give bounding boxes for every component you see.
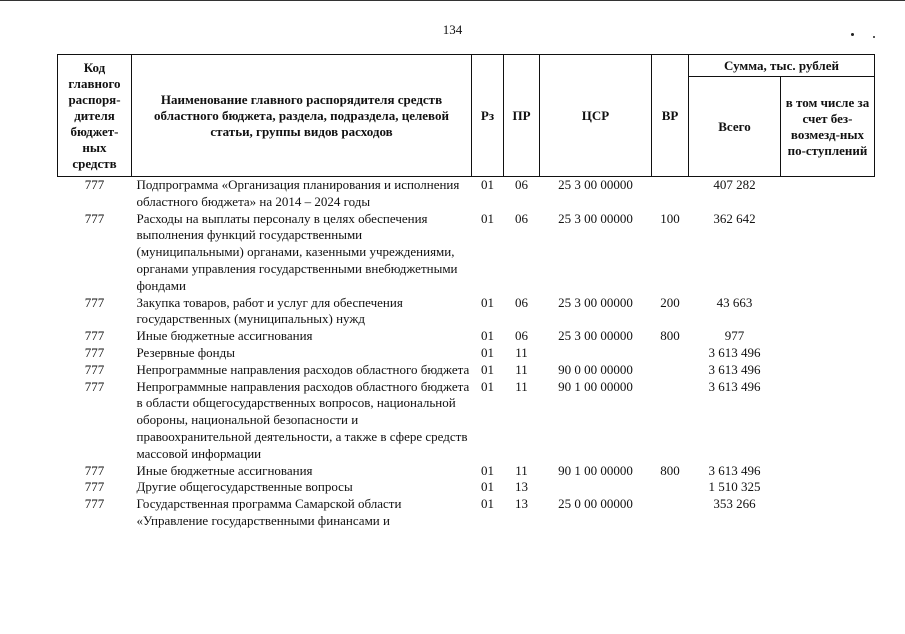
row-pr: 06 — [515, 294, 528, 310]
row-vr: 800 — [660, 328, 680, 344]
row-total: 362 642 — [713, 210, 756, 226]
row-total: 3 613 496 — [708, 344, 761, 360]
row-rz: 01 — [481, 294, 494, 310]
header-rz: Рз — [472, 55, 504, 177]
row-total: 1 510 325 — [708, 479, 761, 495]
header-sum: Сумма, тыс. рублей — [689, 55, 875, 77]
row-code: 777 — [84, 479, 105, 495]
row-csr: 25 3 00 00000 — [558, 328, 633, 344]
row-code: 777 — [84, 210, 105, 226]
row-name: Расходы на выплаты персоналу в целях обеспечения выполнения функций государственными (муниципальными) органами, казенными учреждениями, органами управления государственными внебюджетными фондами — [136, 210, 458, 293]
row-grant — [781, 295, 875, 329]
row-vr: 800 — [660, 462, 680, 478]
row-code: 777 — [84, 294, 105, 310]
row-vr — [652, 345, 689, 362]
row-csr: 90 0 00 00000 — [558, 361, 633, 377]
table-row — [58, 295, 875, 329]
row-grant — [781, 177, 875, 211]
row-code: 777 — [84, 361, 105, 377]
row-csr — [540, 479, 652, 496]
table-row — [58, 211, 875, 295]
row-total: 43 663 — [716, 294, 753, 310]
row-vr — [652, 479, 689, 496]
row-vr: 100 — [660, 210, 680, 226]
row-name: Другие общегосударственные вопросы — [136, 479, 353, 495]
row-name: Непрограммные направления расходов областного бюджета в области общегосударственных вопросов, национальной обороны, национальной безопасности и правоохранительной деятельности, а также в сфере средств массовой информации — [136, 378, 470, 461]
row-grant — [781, 211, 875, 295]
row-name: Иные бюджетные ассигнования — [136, 328, 313, 344]
row-csr: 25 3 00 00000 — [558, 210, 633, 226]
row-csr: 25 3 00 00000 — [558, 177, 633, 192]
row-rz: 01 — [481, 378, 494, 394]
row-rz: 01 — [481, 328, 494, 344]
row-pr: 06 — [515, 328, 528, 344]
header-total: Всего — [689, 77, 781, 177]
table-row — [58, 496, 875, 530]
row-pr: 13 — [515, 496, 528, 512]
row-vr: 200 — [660, 294, 680, 310]
row-csr — [540, 345, 652, 362]
header-grant: в том числе за счет без-возмезд-ных по-ступлений — [781, 77, 875, 177]
row-code: 777 — [84, 378, 105, 394]
row-total: 3 613 496 — [708, 378, 761, 394]
row-pr: 06 — [515, 210, 528, 226]
row-vr — [652, 496, 689, 530]
row-rz: 01 — [481, 210, 494, 226]
row-pr: 11 — [515, 344, 528, 360]
row-rz: 01 — [481, 496, 494, 512]
row-vr — [652, 379, 689, 463]
row-vr — [652, 177, 689, 211]
row-pr: 11 — [515, 378, 528, 394]
header-csr: ЦСР — [540, 55, 652, 177]
row-rz: 01 — [481, 361, 494, 377]
row-vr — [652, 362, 689, 379]
page-number: 134 — [442, 22, 463, 37]
row-code: 777 — [84, 328, 105, 344]
row-grant — [781, 463, 875, 480]
row-total: 353 266 — [713, 496, 756, 512]
table-row — [58, 345, 875, 362]
row-pr: 06 — [515, 177, 528, 192]
row-csr: 25 0 00 00000 — [558, 496, 633, 512]
row-pr: 11 — [515, 462, 528, 478]
row-csr: 90 1 00 00000 — [558, 462, 633, 478]
row-name: Иные бюджетные ассигнования — [136, 462, 313, 478]
row-name: Подпрограмма «Организация планирования и исполнения областного бюджета» на 2014 – 2024 годы — [136, 177, 460, 209]
row-grant — [781, 328, 875, 345]
row-rz: 01 — [481, 177, 494, 192]
row-grant — [781, 362, 875, 379]
row-name: Резервные фонды — [136, 344, 235, 360]
budget-table — [57, 54, 875, 530]
header-name: Наименование главного распорядителя средств областного бюджета, раздела, подраздела, целевой статьи, группы видов расходов — [132, 55, 472, 177]
table-row — [58, 479, 875, 496]
row-rz: 01 — [481, 462, 494, 478]
header-vr: ВР — [652, 55, 689, 177]
row-csr: 25 3 00 00000 — [558, 294, 633, 310]
row-grant — [781, 345, 875, 362]
header-pr: ПР — [504, 55, 540, 177]
row-rz: 01 — [481, 479, 494, 495]
row-code: 777 — [84, 496, 105, 512]
row-code: 777 — [84, 462, 105, 478]
row-name: Закупка товаров, работ и услуг для обеспечения государственных (муниципальных) нужд — [136, 294, 403, 327]
row-grant — [781, 379, 875, 463]
row-name: Государственная программа Самарской области «Управление государственными финансами и — [136, 496, 402, 528]
table-row — [58, 362, 875, 379]
row-pr: 11 — [515, 361, 528, 377]
row-pr: 13 — [515, 479, 528, 495]
row-total: 3 613 496 — [708, 361, 761, 377]
table-row — [58, 328, 875, 345]
row-code: 777 — [84, 177, 105, 192]
scan-edge-line — [0, 0, 905, 1]
header-code: Код главного распоря-дителя бюджет-ных средств — [58, 55, 132, 177]
row-total: 977 — [724, 328, 745, 344]
row-rz: 01 — [481, 344, 494, 360]
row-grant — [781, 479, 875, 496]
row-csr: 90 1 00 00000 — [558, 378, 633, 394]
row-total: 407 282 — [713, 177, 756, 192]
row-total: 3 613 496 — [708, 462, 761, 478]
row-name: Непрограммные направления расходов областного бюджета — [136, 361, 470, 377]
table-row — [58, 177, 875, 211]
row-code: 777 — [84, 344, 105, 360]
table-row — [58, 463, 875, 480]
table-row — [58, 379, 875, 463]
row-grant — [781, 496, 875, 530]
